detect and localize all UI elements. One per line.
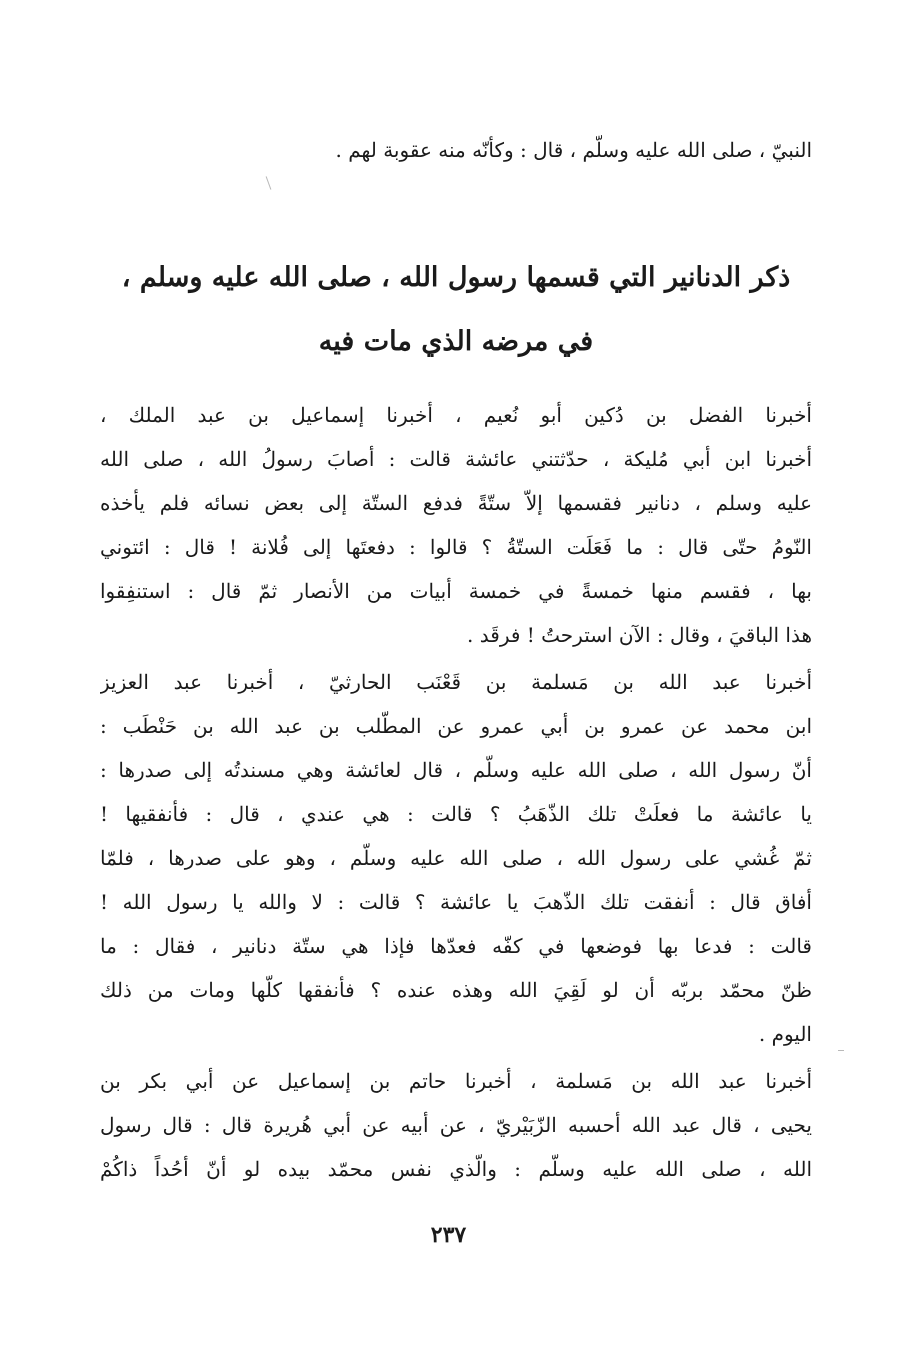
scan-speck <box>838 1050 844 1051</box>
paragraph-1-line-3: عليه وسلم ، دنانير فقسمها إلاّ ستّةً فدفع الستّة إلى بعض نسائه فلم يأخذه <box>100 491 812 515</box>
paragraph-2-line-6: أفاق قال : أنفقت تلك الذّهبَ يا عائشة ؟ قالت : لا والله يا رسول الله ! <box>100 890 812 914</box>
paragraph-1-line-1: أخبرنا الفضل بن دُكين أبو نُعيم ، أخبرنا إسماعيل بن عبد الملك ، <box>100 403 812 427</box>
continuation-line: النبيّ ، صلى الله عليه وسلّم ، قال : وكأنّه منه عقوبة لهم . <box>335 138 812 162</box>
paragraph-2-line-9: اليوم . <box>758 1022 812 1046</box>
paragraph-3-line-2: يحيى ، قال عبد الله أحسبه الزّبَيْريّ ، عن أبيه عن أبي هُريرة قال : قال رسول <box>100 1113 812 1137</box>
paragraph-2-line-2: ابن محمد عن عمرو بن أبي عمرو عن المطّلب بن عبد الله بن حَنْطَب : <box>100 714 812 738</box>
page-number: ٢٣٧ <box>430 1222 467 1248</box>
chapter-heading-line-1: ذكر الدنانير التي قسمها رسول الله ، صلى الله عليه وسلم ، <box>121 262 791 293</box>
paragraph-1-line-2: أخبرنا ابن أبي مُليكة ، حدّثتني عائشة قالت : أصابَ رسولُ الله ، صلى الله <box>100 447 812 471</box>
scan-speck <box>266 176 272 189</box>
paragraph-3-line-3: الله ، صلى الله عليه وسلّم : والّذي نفس محمّد بيده لو أنّ أحُداً ذاكُمْ <box>100 1157 812 1181</box>
chapter-heading-line-2: في مرضه الذي مات فيه <box>318 326 594 357</box>
paragraph-1-line-4: النّومُ حتّى قال : ما فَعَلَت الستّةُ ؟ قالوا : دفعتَها إلى فُلانة ! قال : ائتوني <box>100 535 812 559</box>
paragraph-1-line-6: هذا الباقيَ ، وقال : الآن استرحتُ ! فرقَد . <box>467 623 812 647</box>
paragraph-2-line-8: ظنّ محمّد بربّه أن لو لَقِيَ الله وهذه عنده ؟ فأنفقها كلّها ومات من ذلك <box>100 978 812 1002</box>
paragraph-2-line-5: ثمّ غُشي على رسول الله ، صلى الله عليه وسلّم ، وهو على صدرها ، فلمّا <box>100 846 812 870</box>
paragraph-2-line-1: أخبرنا عبد الله بن مَسلمة بن قَعْنَب الحارثيّ ، أخبرنا عبد العزيز <box>100 670 812 694</box>
paragraph-2-line-7: قالت : فدعا بها فوضعها في كفّه فعدّها فإذا هي ستّة دنانير ، فقال : ما <box>100 934 812 958</box>
paragraph-3-line-1: أخبرنا عبد الله بن مَسلمة ، أخبرنا حاتم بن إسماعيل عن أبي بكر بن <box>100 1069 812 1093</box>
paragraph-2-line-4: يا عائشة ما فعلَتْ تلك الذّهَبُ ؟ قالت : هي عندي ، قال : فأنفقيها ! <box>100 802 812 826</box>
paragraph-2-line-3: أنّ رسول الله ، صلى الله عليه وسلّم ، قال لعائشة وهي مسندتُه إلى صدرها : <box>100 758 812 782</box>
paragraph-1-line-5: بها ، فقسم منها خمسةً في خمسة أبيات من الأنصار ثمّ قال : استنفِقوا <box>100 579 812 603</box>
